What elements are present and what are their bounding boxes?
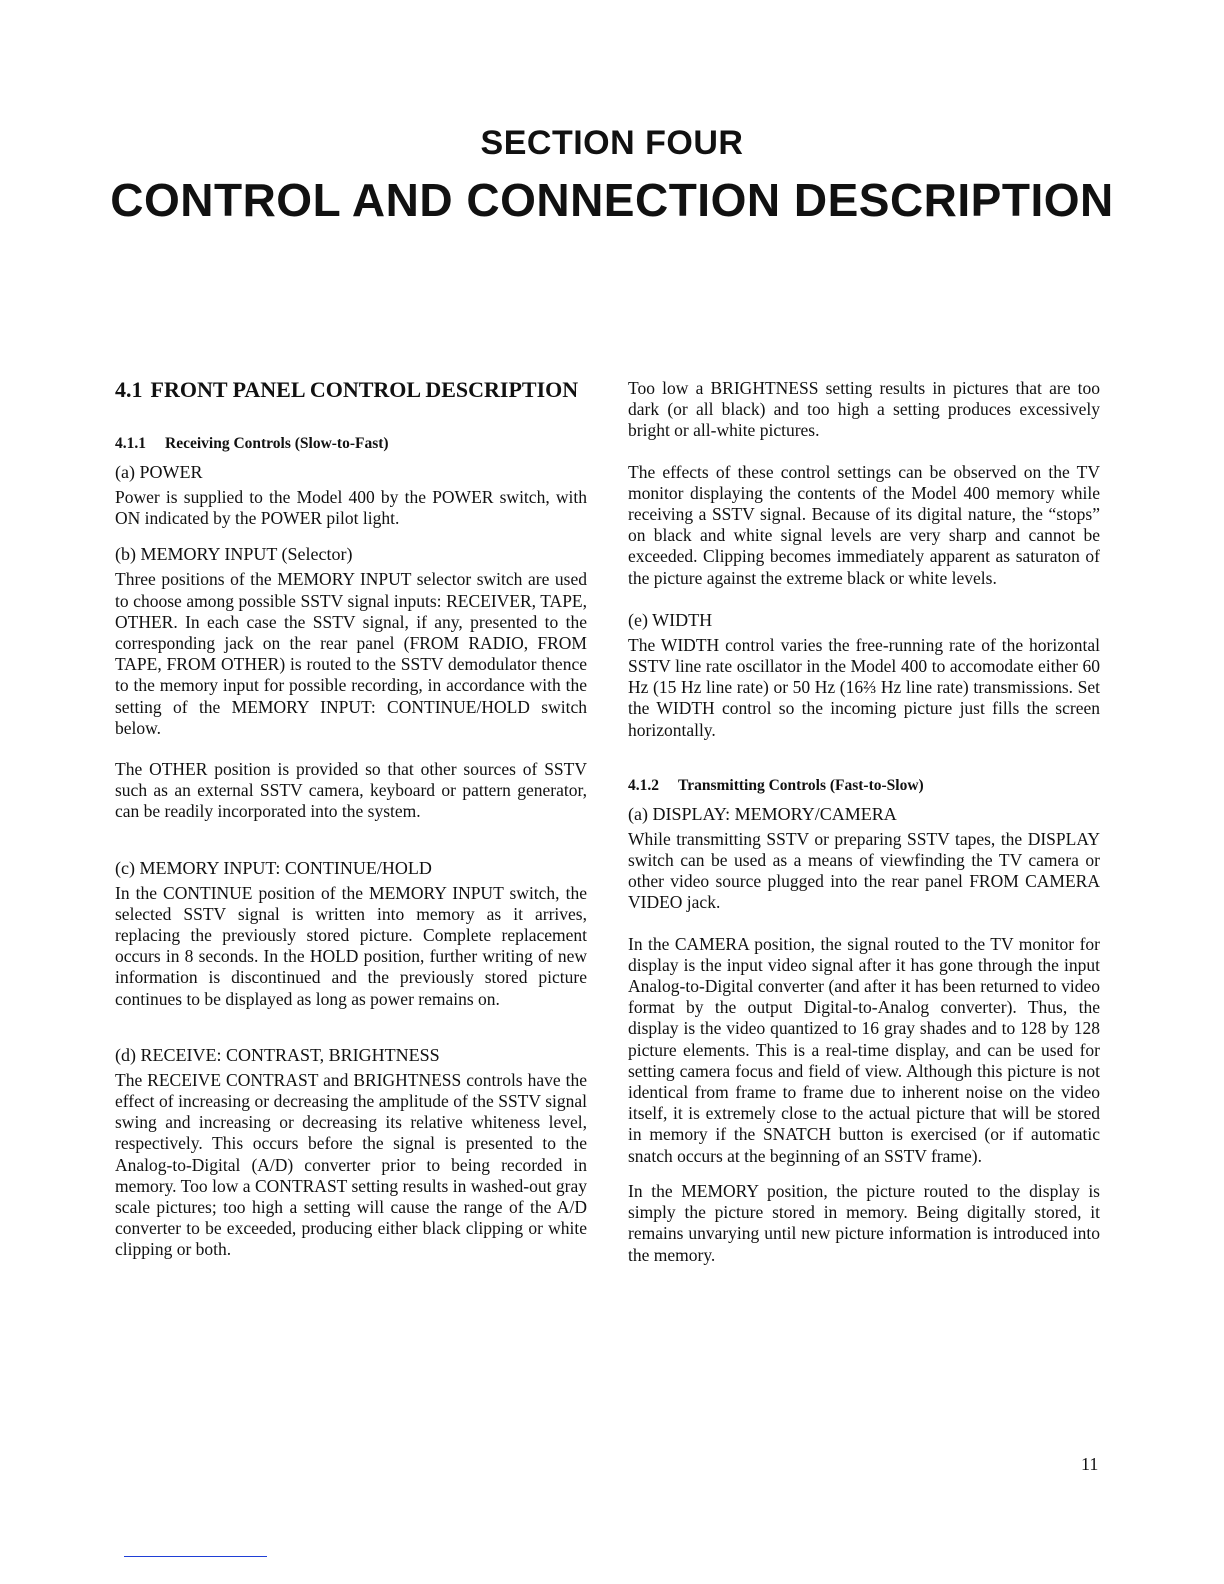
receive-heading: (d) RECEIVE: CONTRAST, BRIGHTNESS [115,1044,440,1065]
camera-position-text: In the CAMERA position, the signal routed to the TV monitor for display is the input video signal after it has gone through the input Analog-to-Digital converter (and after it has been returned to video format by the output Digital-to-Analog converter). Thus, the display is the video quantized to 16 gray shades and to 128 by 128 picture elements. This is a real-time display, and can be used for setting camera focus and field of view. Although this picture is not identical from frame to frame due to inherent noise on the video itself, it is extremely close to the actual picture that will be stored in memory if the SNATCH button is exercised (or if automatic snatch occurs at the beginning of an SSTV frame). [628,933,1100,1166]
memory-input-selector-heading: (b) MEMORY INPUT (Selector) [115,544,353,565]
memory-input-selector-text: Three positions of the MEMORY INPUT selector switch are used to choose among possible SSTV signal inputs: RECEIVER, TAPE, OTHER. In each case the SSTV signal, if any, presented to the corresponding jack on the rear panel (FROM RADIO, FROM TAPE, FROM OTHER) is routed to the SSTV demodulator thence to the memory input for possible recording, in accordance with the setting of the MEMORY INPUT: CONTINUE/HOLD switch below. [115,569,587,738]
section-number: 4.1.2 [628,776,659,794]
right-column [628,378,1100,1266]
section-label: SECTION FOUR [480,124,744,162]
section-4-1-heading [115,378,587,402]
section-number: 4.1 [115,377,143,402]
display-text: While transmitting SSTV or preparing SSTV tapes, the DISPLAY switch can be used as a means of viewfinding the TV camera or other video source plugged into the rear panel FROM CAMERA VIDEO jack. [628,828,1100,913]
section-4-1-1-heading [115,433,587,455]
brightness-text: Too low a BRIGHTNESS setting results in pictures that are too dark (or all black) and too high a setting produces excessively bright or all-white pictures. [628,378,1100,441]
memory-input-continue-text: In the CONTINUE position of the MEMORY INPUT switch, the selected SSTV signal is written into memory as it arrives, replacing the previously stored picture. Complete replacement occurs in 8 seconds. In the HOLD position, further writing of new information is discontinued and the previously stored picture continues to be displayed as long as power remains on. [115,882,587,1009]
section-4-1-2-heading [628,775,1100,797]
section-title: CONTROL AND CONNECTION DESCRIPTION [110,174,1114,226]
section-title-text: Receiving Controls (Slow-to-Fast) [165,435,389,452]
display-heading: (a) DISPLAY: MEMORY/CAMERA [628,803,897,824]
width-heading: (e) WIDTH [628,609,713,630]
width-text: The WIDTH control varies the free-running rate of the horizontal SSTV line rate oscillator in the Model 400 to accomodate either 60 Hz (15 Hz line rate) or 50 Hz (16⅔ Hz line rate) transmissions. Set the WIDTH control so the incoming picture just fills the screen horizontally. [628,634,1100,740]
section-title-text: Transmitting Controls (Fast-to-Slow) [678,776,924,794]
section-title-text: FRONT PANEL CONTROL DESCRIPTION [150,377,579,402]
power-heading: (a) POWER [115,462,203,482]
receive-text: The RECEIVE CONTRAST and BRIGHTNESS controls have the effect of increasing or decreasing the amplitude of the SSTV signal swing and increasing or decreasing its relative whiteness level, respectively. This occurs before the signal is presented to the Analog-to-Digital (A/D) converter prior to being recorded in memory. Too low a CONTRAST setting results in washed-out gray scale pictures; too high a setting will cause the range of the A/D converter to be exceeded, producing either black clipping or white clipping or both. [115,1069,587,1260]
other-position-text: The OTHER position is provided so that other sources of SSTV such as an external SSTV camera, keyboard or pattern generator, can be readily incorporated into the system. [115,759,587,822]
power-text: Power is supplied to the Model 400 by the POWER switch, with ON indicated by the POWER pilot light. [115,487,587,529]
section-number: 4.1.1 [115,435,146,452]
page-number: 11 [1081,1454,1099,1474]
footer-rule [124,1556,267,1557]
memory-input-continue-heading: (c) MEMORY INPUT: CONTINUE/HOLD [115,857,432,878]
control-effects-text: The effects of these control settings can be observed on the TV monitor displaying the contents of the Model 400 memory while receiving a SSTV signal. Because of its digital nature, the “stops” on black and white signal levels are very sharp and cannot be exceeded. Clipping becomes immediately apparent as saturaton of the picture against the extreme black or white levels. [628,461,1100,588]
memory-position-text: In the MEMORY position, the picture routed to the display is simply the picture stored in memory. Being digitally stored, it remains unvarying until new picture information is introduced into the memory. [628,1180,1100,1265]
left-column [115,378,587,1261]
